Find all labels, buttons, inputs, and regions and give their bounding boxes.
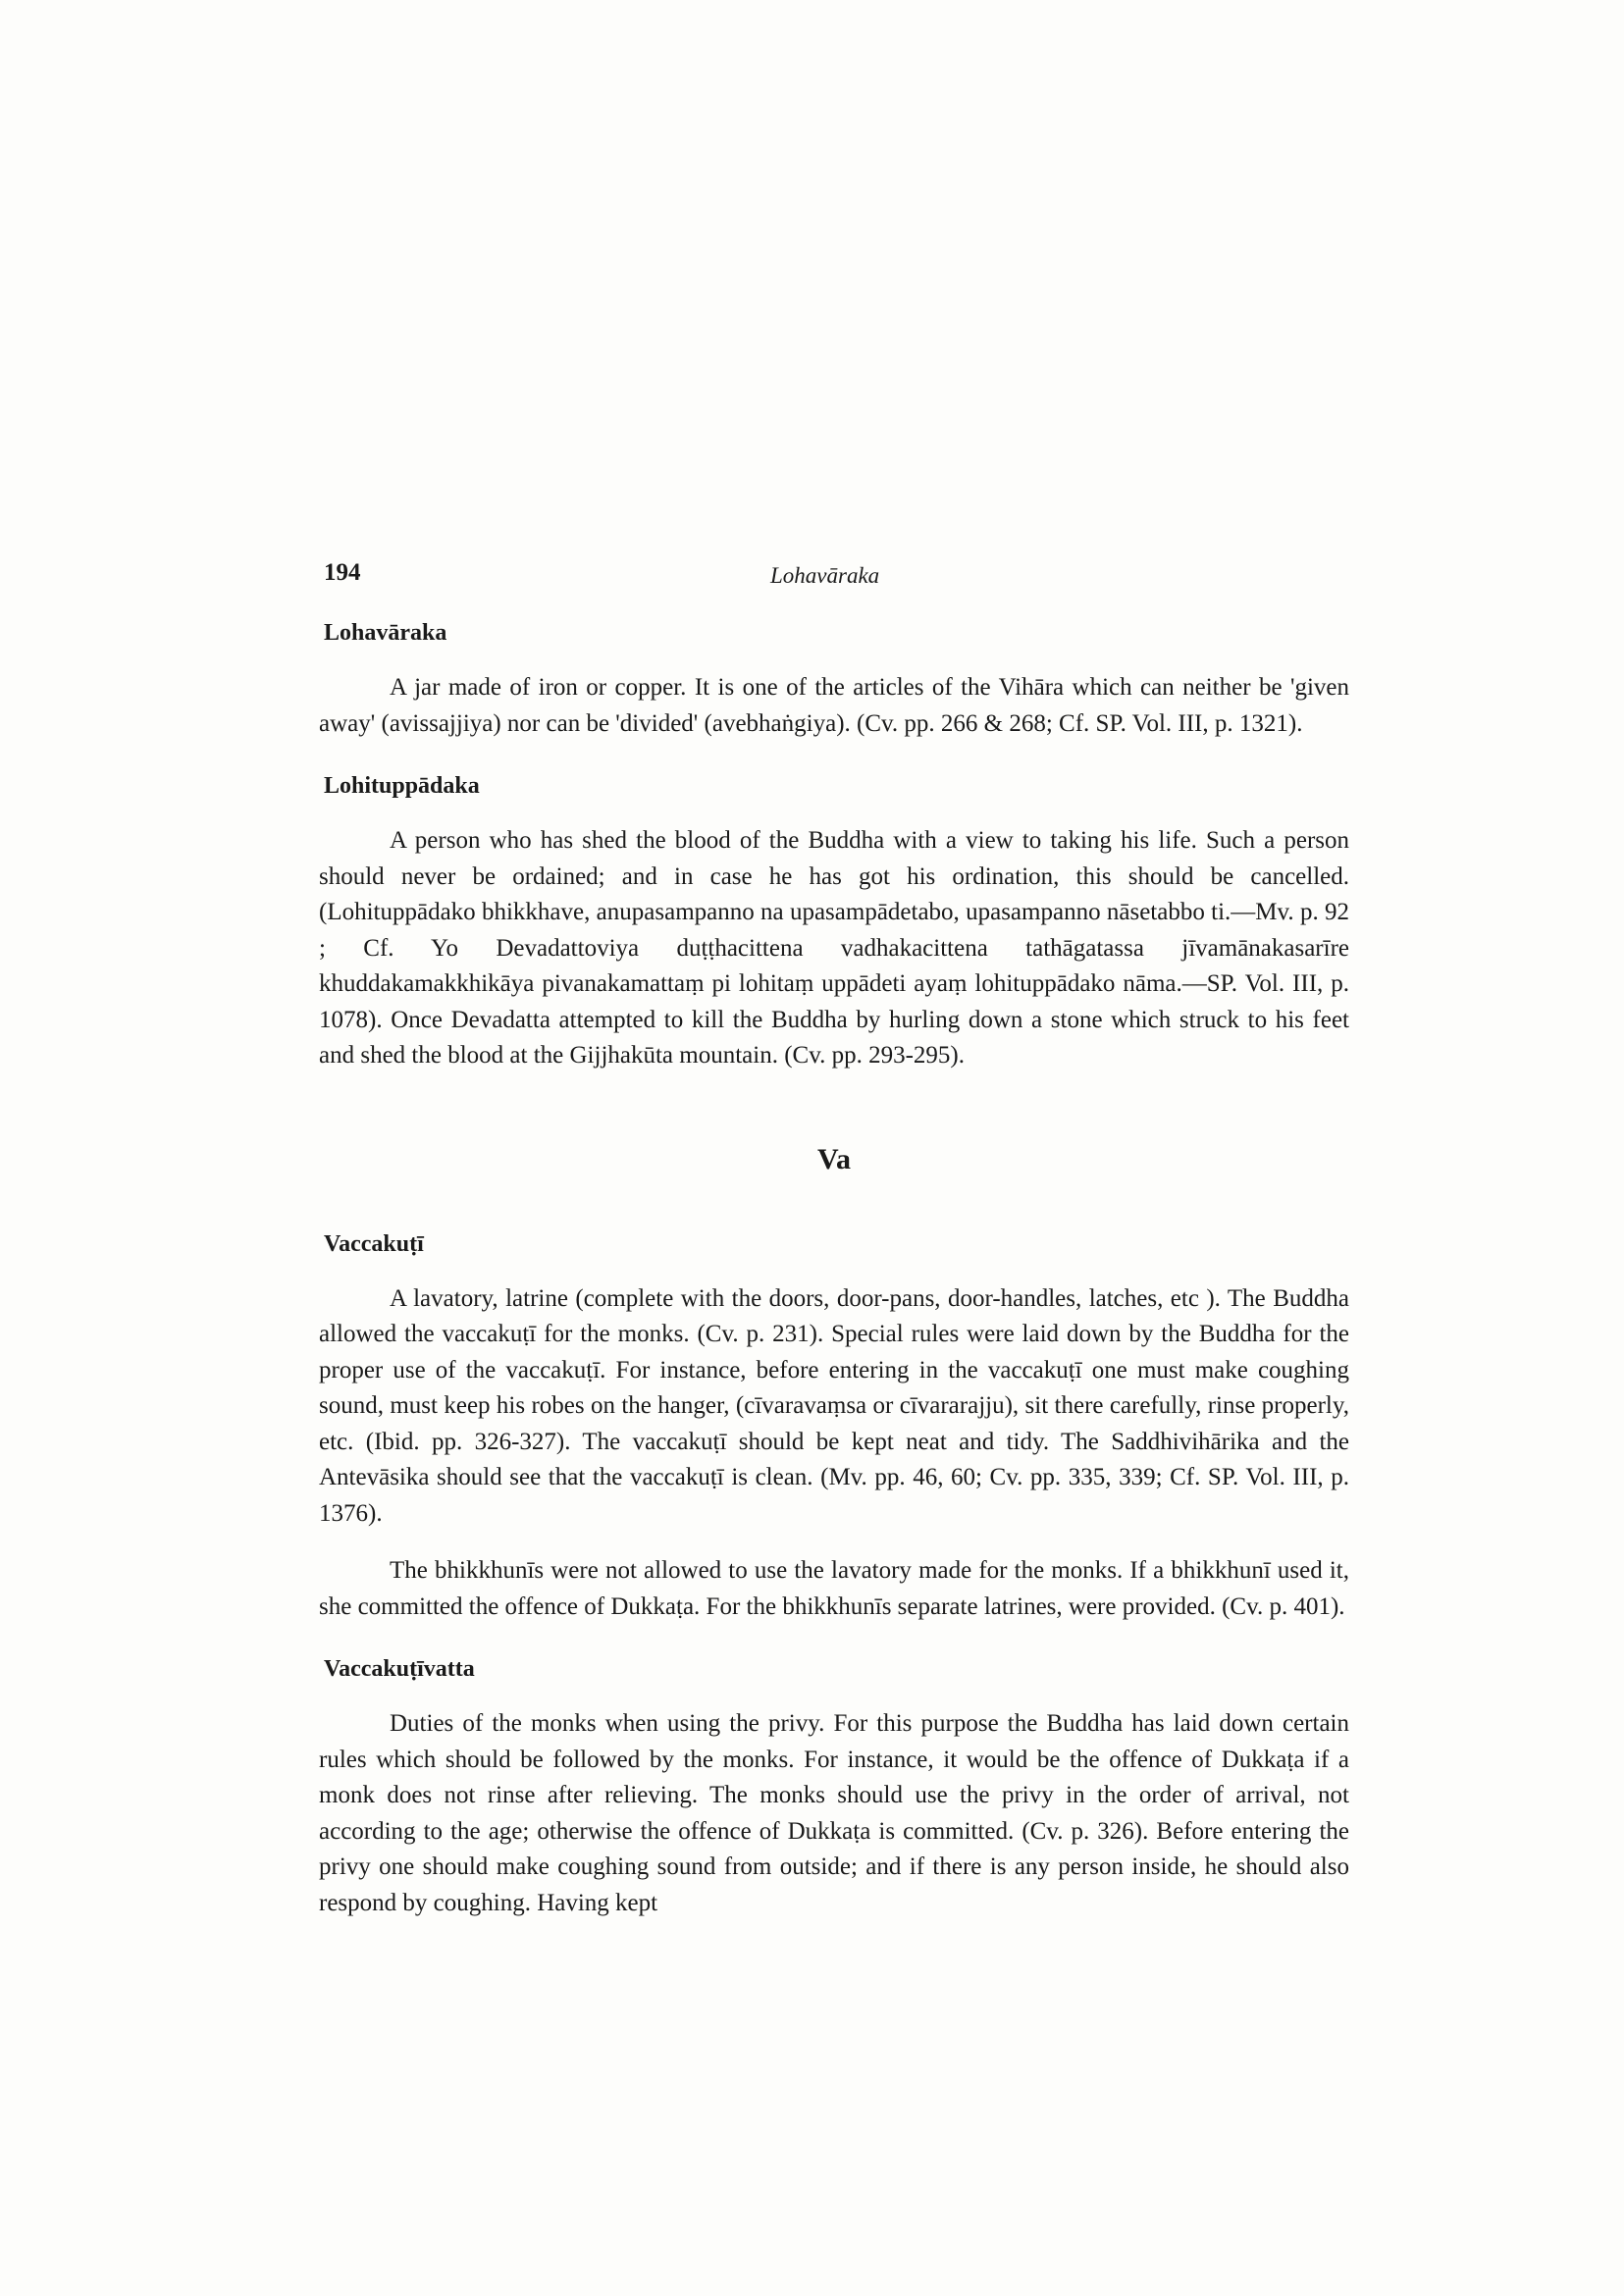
running-title: Lohavāraka xyxy=(770,563,880,588)
entry-title: Vaccakuṭī xyxy=(324,1230,424,1257)
page xyxy=(319,559,1349,1921)
entry-paragraph: The bhikkhunīs were not allowed to use the lavatory made for the monks. If a bhikkhunī used it, she committed the offence of Dukkaṭa. For the bhikkhunīs separate latrines, were provided. (Cv. p. 401). xyxy=(319,1557,1349,1620)
page-number: 194 xyxy=(324,559,361,586)
entry-vaccakuti xyxy=(319,1231,1349,1626)
entry-title: Lohavāraka xyxy=(324,620,447,646)
entry-paragraph: A jar made of iron or copper. It is one of the articles of the Vihāra which can neither be 'given away' (avissajjiya) nor can be 'divided' (avebhaṅgiya). (Cv. pp. 266 & 268; Cf. SP. Vol. III, p. 1321). xyxy=(319,674,1349,737)
entry-paragraph: A lavatory, latrine (complete with the doors, door-pans, door-handles, latches, etc ). The Buddha allowed the vaccakuṭī for the monks. (Cv. p. 231). Special rules were laid down by the Buddha for the proper use of the vaccakuṭī. For instance, before entering in the vaccakuṭī one must make coughing sound, must keep his robes on the hanger, (cīvaravaṃsa or cīvararajju), sit there carefully, rinse properly, etc. (Ibid. pp. 326-327). The vaccakuṭī should be kept neat and tidy. The Saddhivihārika and the Antevāsika should see that the vaccakuṭī is clean. (Mv. pp. 46, 60; Cv. pp. 335, 339; Cf. SP. Vol. III, p. 1376). xyxy=(319,1284,1349,1527)
entry-title: Lohituppādaka xyxy=(324,773,480,799)
section-heading: Va xyxy=(817,1142,851,1175)
entry-lohituppadaka xyxy=(319,773,1349,1074)
entry-paragraph: A person who has shed the blood of the Buddha with a view to taking his life. Such a person should never be ordained; and in case he has got his ordination, this should be cancelled. (Lohituppādako bhikkhave, anupasampanno na upasampādetabo, upasampanno nāsetabbo ti.—Mv. p. 92 ; Cf. Yo Devadattoviya duṭṭhacittena vadhakacittena tathāgatassa jīvamānakasarīre khuddakamakkhikāya pivanakamattaṃ pi lohitaṃ uppādeti ayaṃ lohituppādako nāma.—SP. Vol. III, p. 1078). Once Devadatta attempted to kill the Buddha by hurling down a stone which struck to his feet and shed the blood at the Gijjhakūta mountain. (Cv. pp. 293-295). xyxy=(319,827,1349,1069)
entry-paragraph: Duties of the monks when using the privy. For this purpose the Buddha has laid down certain rules which should be followed by the monks. For instance, it would be the offence of Dukkaṭa if a monk does not rinse after relieving. The monks should use the privy in the order of arrival, not according to the age; otherwise the offence of Dukkaṭa is committed. (Cv. p. 326). Before entering the privy one should make coughing sound from outside; and if there is any person inside, he should also respond by coughing. Having kept xyxy=(319,1710,1349,1916)
entry-vaccakutivatta xyxy=(319,1656,1349,1921)
page-header xyxy=(319,559,1349,599)
entry-title: Vaccakuṭīvatta xyxy=(324,1656,475,1682)
entry-lohavaraka xyxy=(319,620,1349,742)
